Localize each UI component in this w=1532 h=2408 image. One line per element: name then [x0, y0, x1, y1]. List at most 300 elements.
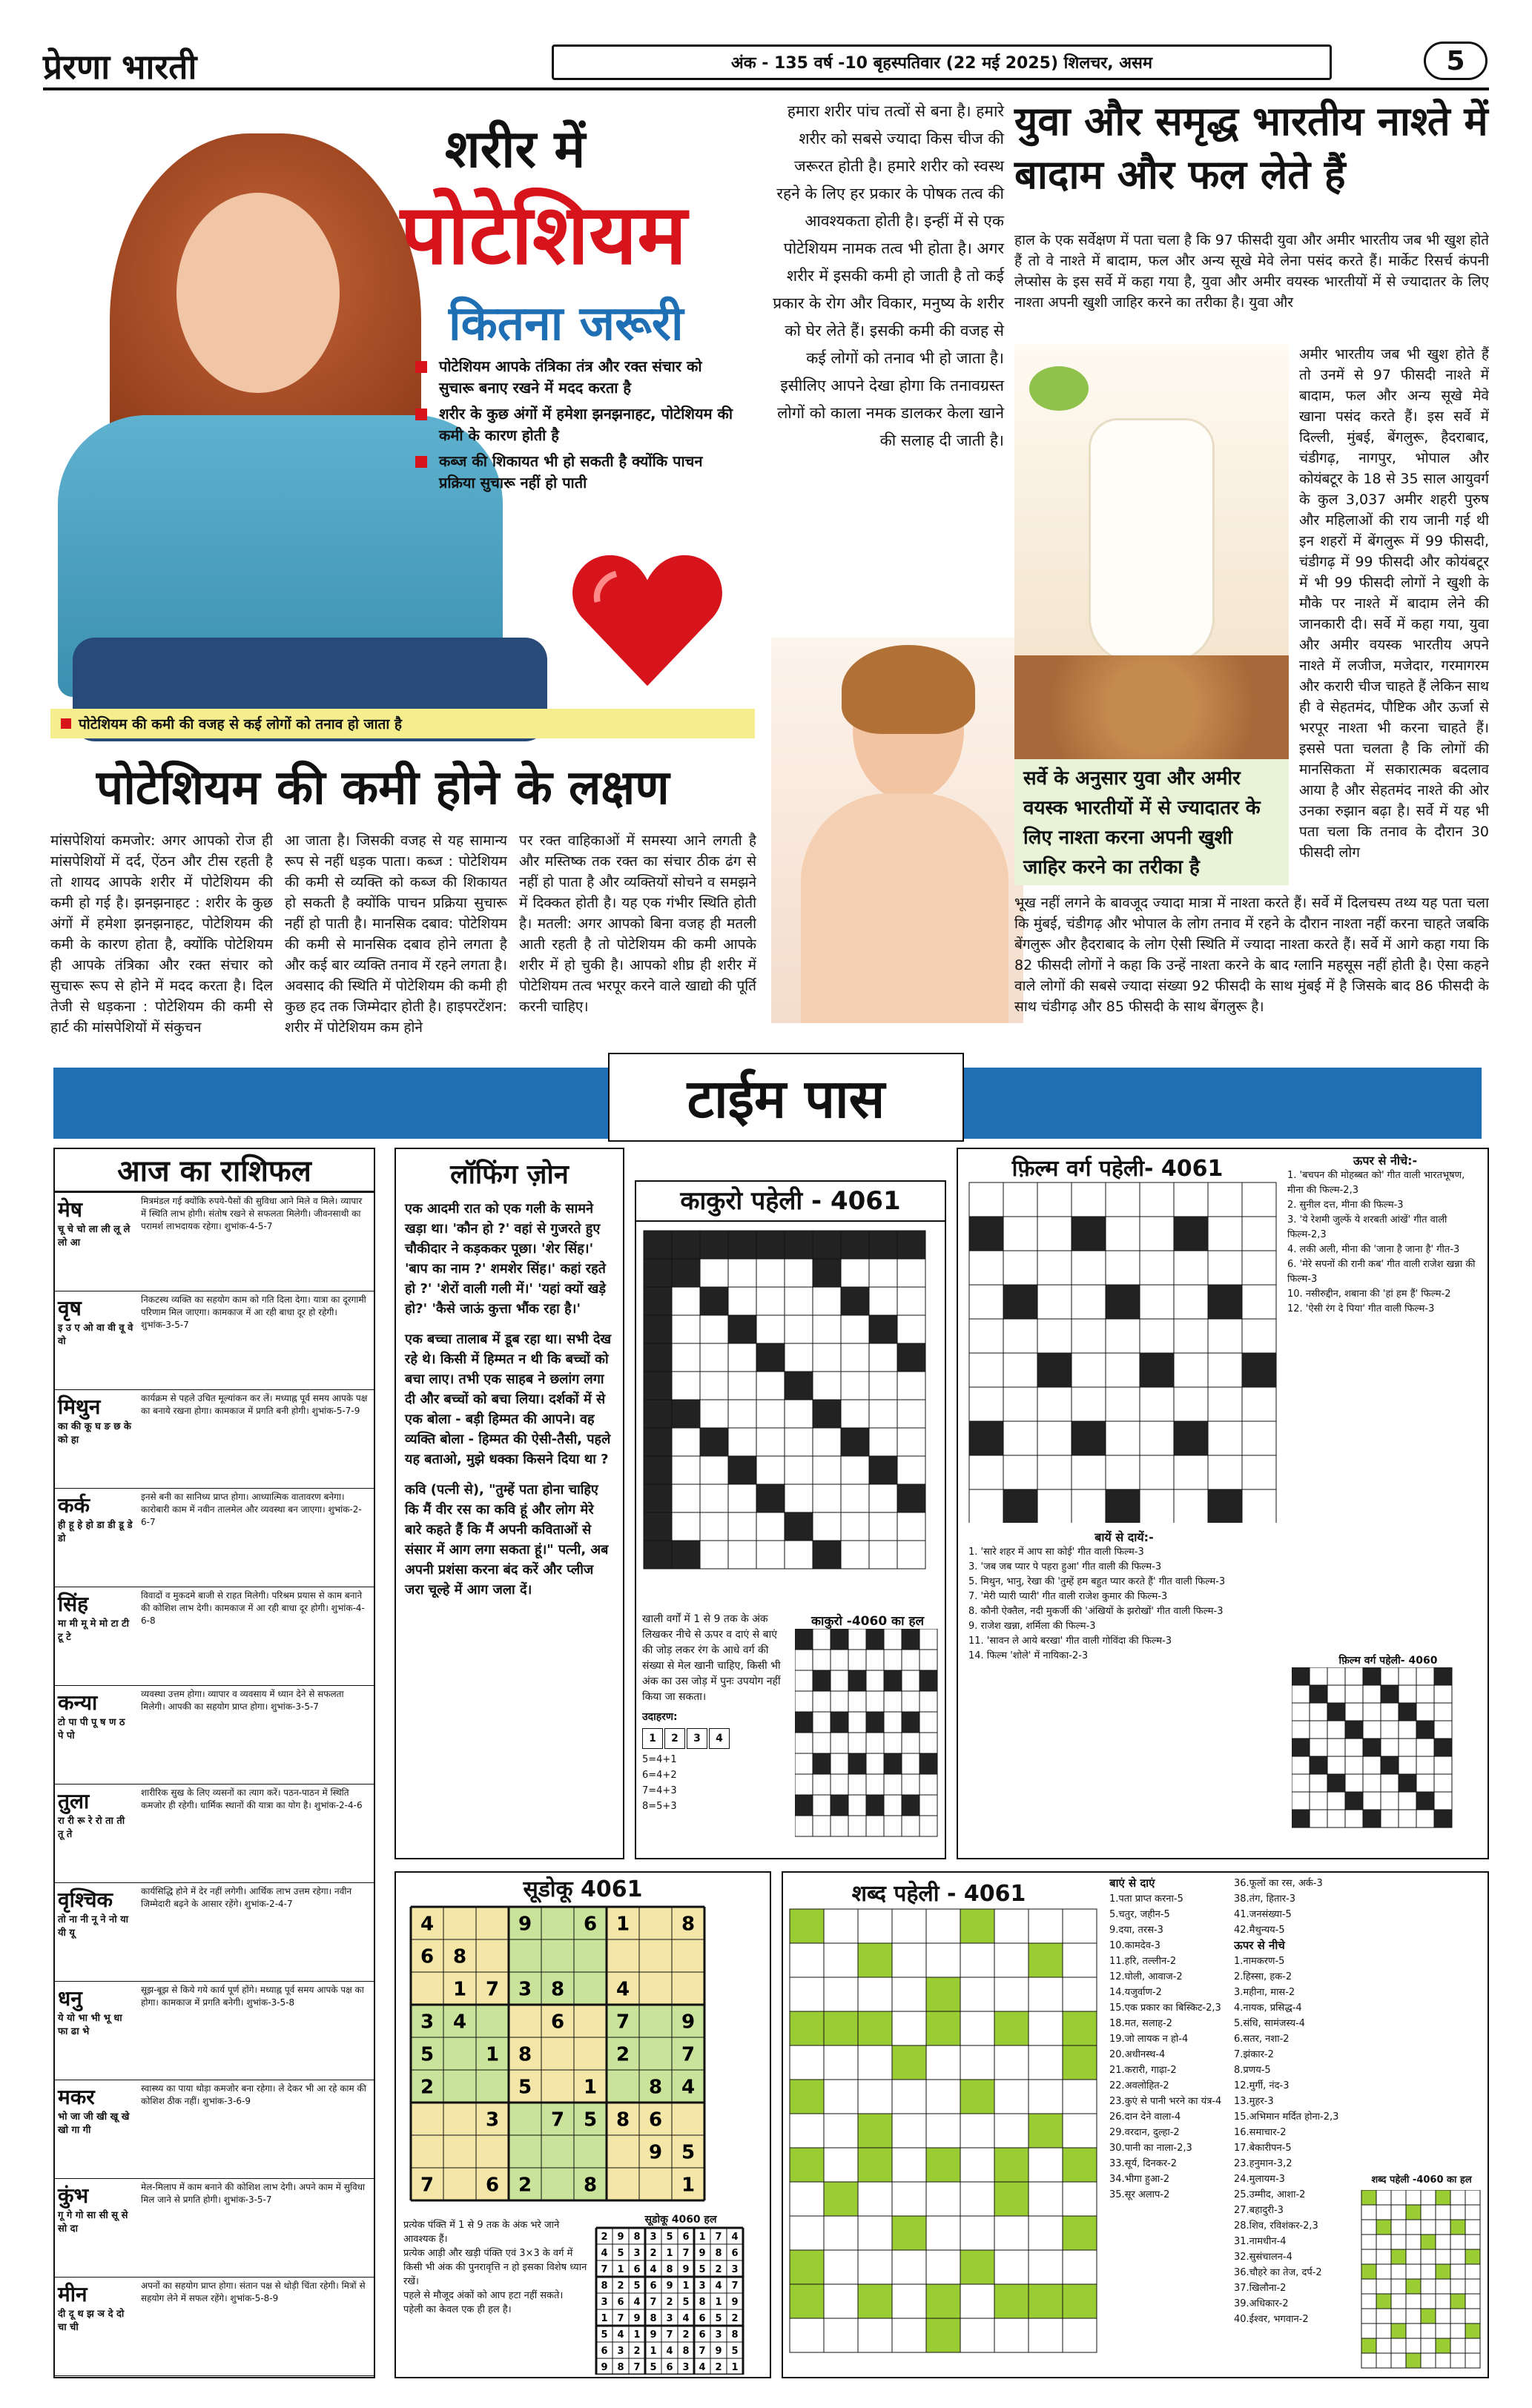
kakuro-cell[interactable]: [728, 1343, 756, 1372]
kakuro-cell[interactable]: [700, 1259, 728, 1287]
kakuro-cell[interactable]: [756, 1428, 785, 1456]
word-cell[interactable]: [824, 1909, 858, 1943]
sudoku-cell-value: 1: [485, 2043, 500, 2066]
film-cell[interactable]: [1003, 1217, 1037, 1251]
film-solution-cell: [1327, 1810, 1345, 1828]
kakuro-cell[interactable]: [813, 1315, 841, 1343]
word-cell[interactable]: [824, 2045, 858, 2080]
film-cell[interactable]: [1037, 1421, 1072, 1455]
film-cell[interactable]: [1140, 1251, 1174, 1285]
word-cell[interactable]: [994, 1943, 1029, 1977]
film-cell[interactable]: [969, 1319, 1003, 1353]
word-cell[interactable]: [1029, 1977, 1063, 2011]
film-cell[interactable]: [1174, 1353, 1208, 1387]
word-cell[interactable]: [892, 2148, 926, 2182]
sudoku-cell[interactable]: [607, 1939, 639, 1972]
film-cell[interactable]: [1037, 1387, 1072, 1421]
word-cell[interactable]: [1063, 2182, 1097, 2216]
film-cell[interactable]: [1208, 1387, 1242, 1421]
word-cell[interactable]: [994, 2250, 1029, 2284]
word-cell[interactable]: [994, 1909, 1029, 1943]
kakuro-cell: [644, 1231, 672, 1259]
word-across-clues: [1109, 1876, 1228, 2377]
word-cell[interactable]: [1029, 2216, 1063, 2250]
film-cell[interactable]: [1140, 1387, 1174, 1421]
word-cell[interactable]: [960, 2011, 994, 2045]
film-cell[interactable]: [1174, 1319, 1208, 1353]
word-cell[interactable]: [858, 1909, 892, 1943]
kakuro-cell[interactable]: [841, 1372, 869, 1400]
kakuro-cell[interactable]: [841, 1315, 869, 1343]
film-cell[interactable]: [1072, 1455, 1106, 1489]
film-cell[interactable]: [1072, 1182, 1106, 1217]
word-cell[interactable]: [858, 2045, 892, 2080]
word-cell[interactable]: [790, 2182, 824, 2216]
film-solution-cell: [1434, 1703, 1452, 1721]
film-cell[interactable]: [1106, 1251, 1140, 1285]
sudoku-cell[interactable]: [672, 2103, 704, 2135]
film-cell[interactable]: [1072, 1319, 1106, 1353]
kakuro-cell[interactable]: [869, 1541, 897, 1569]
film-cell[interactable]: [1037, 1319, 1072, 1353]
film-cell[interactable]: [1242, 1319, 1276, 1353]
word-cell[interactable]: [858, 2216, 892, 2250]
sudoku-cell[interactable]: [541, 2037, 574, 2070]
word-cell[interactable]: [994, 2114, 1029, 2148]
film-cell[interactable]: [1072, 1387, 1106, 1421]
kakuro-cell[interactable]: [728, 1400, 756, 1428]
kakuro-cell[interactable]: [756, 1372, 785, 1400]
word-cell[interactable]: [824, 2080, 858, 2114]
sudoku-cell[interactable]: [443, 2168, 476, 2200]
film-cell[interactable]: [969, 1387, 1003, 1421]
sudoku-cell[interactable]: [541, 1939, 574, 1972]
word-cell[interactable]: [1063, 2080, 1097, 2114]
word-cell[interactable]: [892, 2080, 926, 2114]
kakuro-cell[interactable]: [869, 1400, 897, 1428]
kakuro-cell[interactable]: [672, 1484, 700, 1512]
word-solution-cell: [1421, 2353, 1436, 2368]
kakuro-cell[interactable]: [756, 1456, 785, 1484]
sudoku-cell[interactable]: [443, 2103, 476, 2135]
sudoku-cell[interactable]: [639, 2168, 672, 2200]
kakuro-cell[interactable]: [869, 1259, 897, 1287]
word-cell[interactable]: [960, 2284, 994, 2318]
film-cell[interactable]: [1003, 1182, 1037, 1217]
sudoku-cell[interactable]: [509, 1939, 541, 1972]
film-cell[interactable]: [1242, 1455, 1276, 1489]
word-puzzle-box: [782, 1871, 1489, 2378]
word-cell[interactable]: [1063, 2114, 1097, 2148]
kakuro-cell[interactable]: [700, 1456, 728, 1484]
film-cell[interactable]: [1037, 1489, 1072, 1523]
word-cell[interactable]: [1029, 2250, 1063, 2284]
sudoku-cell[interactable]: [541, 2135, 574, 2168]
sudoku-cell[interactable]: [574, 2135, 607, 2168]
word-cell[interactable]: [960, 1943, 994, 1977]
kakuro-cell[interactable]: [813, 1484, 841, 1512]
film-cell[interactable]: [1174, 1251, 1208, 1285]
film-cell[interactable]: [1003, 1251, 1037, 1285]
kakuro-cell[interactable]: [700, 1484, 728, 1512]
word-cell[interactable]: [790, 2318, 824, 2352]
sudoku-cell[interactable]: [639, 1939, 672, 1972]
sudoku-cell[interactable]: [574, 1972, 607, 2005]
film-cell[interactable]: [1208, 1182, 1242, 1217]
word-cell[interactable]: [892, 2284, 926, 2318]
film-cell[interactable]: [1242, 1421, 1276, 1455]
film-cell[interactable]: [969, 1455, 1003, 1489]
film-cell[interactable]: [1174, 1455, 1208, 1489]
word-cell[interactable]: [892, 1909, 926, 1943]
film-cell[interactable]: [1140, 1285, 1174, 1319]
kakuro-cell[interactable]: [785, 1400, 813, 1428]
kakuro-cell[interactable]: [672, 1315, 700, 1343]
sudoku-cell[interactable]: [443, 2070, 476, 2103]
kakuro-cell[interactable]: [841, 1259, 869, 1287]
kakuro-cell[interactable]: [841, 1343, 869, 1372]
kakuro-cell[interactable]: [672, 1456, 700, 1484]
film-cell[interactable]: [1106, 1421, 1140, 1455]
sudoku-solution-cell-value: 4: [601, 2247, 608, 2259]
film-cell[interactable]: [1242, 1251, 1276, 1285]
kakuro-cell[interactable]: [700, 1315, 728, 1343]
kakuro-cell[interactable]: [897, 1456, 925, 1484]
word-cell[interactable]: [994, 1977, 1029, 2011]
word-cell[interactable]: [1029, 2045, 1063, 2080]
film-cell[interactable]: [1208, 1217, 1242, 1251]
film-cell[interactable]: [1003, 1421, 1037, 1455]
kakuro-cell[interactable]: [785, 1541, 813, 1569]
sudoku-cell[interactable]: [411, 1972, 443, 2005]
kakuro-cell[interactable]: [756, 1287, 785, 1315]
kakuro-cell[interactable]: [897, 1512, 925, 1541]
word-cell[interactable]: [926, 1943, 960, 1977]
word-cell[interactable]: [824, 2216, 858, 2250]
word-cell[interactable]: [960, 2182, 994, 2216]
word-cell[interactable]: [858, 2318, 892, 2352]
sudoku-cell[interactable]: [541, 2168, 574, 2200]
sudoku-cell[interactable]: [639, 2037, 672, 2070]
film-cell[interactable]: [969, 1182, 1003, 1217]
film-cell[interactable]: [1072, 1285, 1106, 1319]
film-cell[interactable]: [1208, 1455, 1242, 1489]
film-cell[interactable]: [1174, 1387, 1208, 1421]
word-cell[interactable]: [960, 1977, 994, 2011]
sudoku-cell[interactable]: [541, 2070, 574, 2103]
film-cell[interactable]: [1106, 1217, 1140, 1251]
kakuro-cell[interactable]: [672, 1428, 700, 1456]
word-cell: [1063, 2045, 1097, 2080]
kakuro-cell[interactable]: [897, 1428, 925, 1456]
sudoku-cell[interactable]: [476, 1907, 509, 1939]
word-cell[interactable]: [926, 2045, 960, 2080]
sudoku-cell[interactable]: [607, 2135, 639, 2168]
word-cell[interactable]: [926, 2250, 960, 2284]
word-cell[interactable]: [1029, 2318, 1063, 2352]
film-solution-cell: [1363, 1774, 1381, 1792]
film-cell[interactable]: [1174, 1489, 1208, 1523]
film-cell[interactable]: [1174, 1285, 1208, 1319]
kakuro-cell[interactable]: [869, 1512, 897, 1541]
film-cell[interactable]: [1003, 1455, 1037, 1489]
film-cell[interactable]: [1106, 1455, 1140, 1489]
word-cell[interactable]: [858, 2182, 892, 2216]
sudoku-cell[interactable]: [574, 1939, 607, 1972]
film-cell[interactable]: [969, 1353, 1003, 1387]
film-cell[interactable]: [1003, 1319, 1037, 1353]
kakuro-cell[interactable]: [785, 1343, 813, 1372]
word-cell[interactable]: [790, 2114, 824, 2148]
word-cell[interactable]: [824, 2284, 858, 2318]
film-cell[interactable]: [1003, 1387, 1037, 1421]
kakuro-cell[interactable]: [728, 1372, 756, 1400]
kakuro-cell[interactable]: [897, 1315, 925, 1343]
word-cell: [926, 2318, 960, 2352]
kakuro-cell[interactable]: [785, 1428, 813, 1456]
film-cell[interactable]: [1140, 1319, 1174, 1353]
kakuro-cell[interactable]: [869, 1428, 897, 1456]
sudoku-cell[interactable]: [509, 2005, 541, 2037]
word-cell[interactable]: [960, 2216, 994, 2250]
sudoku-cell[interactable]: [639, 1972, 672, 2005]
film-cell[interactable]: [1208, 1353, 1242, 1387]
kakuro-cell[interactable]: [897, 1541, 925, 1569]
sudoku-cell[interactable]: [509, 2103, 541, 2135]
kakuro-cell[interactable]: [756, 1400, 785, 1428]
word-cell[interactable]: [960, 2318, 994, 2352]
word-cell[interactable]: [858, 2250, 892, 2284]
kakuro-cell[interactable]: [728, 1541, 756, 1569]
film-cell[interactable]: [1208, 1251, 1242, 1285]
film-solution-cell: [1434, 1774, 1452, 1792]
word-cell[interactable]: [960, 2148, 994, 2182]
kakuro-cell[interactable]: [897, 1259, 925, 1287]
kakuro-cell[interactable]: [672, 1343, 700, 1372]
word-cell[interactable]: [824, 2250, 858, 2284]
film-cell[interactable]: [969, 1489, 1003, 1523]
word-cell[interactable]: [1063, 1943, 1097, 1977]
word-cell[interactable]: [892, 2114, 926, 2148]
film-cell[interactable]: [1242, 1387, 1276, 1421]
word-cell[interactable]: [926, 2182, 960, 2216]
kakuro-cell[interactable]: [756, 1512, 785, 1541]
word-cell[interactable]: [892, 2250, 926, 2284]
film-cell[interactable]: [1242, 1489, 1276, 1523]
word-cell[interactable]: [892, 2182, 926, 2216]
kakuro-cell[interactable]: [672, 1512, 700, 1541]
film-cell[interactable]: [1242, 1285, 1276, 1319]
kakuro-cell[interactable]: [785, 1315, 813, 1343]
kakuro-cell[interactable]: [728, 1484, 756, 1512]
sudoku-cell[interactable]: [639, 1907, 672, 1939]
kakuro-cell[interactable]: [897, 1400, 925, 1428]
word-cell[interactable]: [824, 1977, 858, 2011]
kakuro-cell[interactable]: [841, 1484, 869, 1512]
sudoku-cell[interactable]: [509, 2135, 541, 2168]
word-cell[interactable]: [824, 1943, 858, 1977]
sudoku-cell[interactable]: [607, 2070, 639, 2103]
sudoku-cell[interactable]: [411, 2135, 443, 2168]
film-cell[interactable]: [969, 1285, 1003, 1319]
kakuro-cell[interactable]: [700, 1400, 728, 1428]
rashi-letters: ही हू हे हो डा डी डू डे डो: [58, 1520, 133, 1544]
kakuro-cell[interactable]: [841, 1512, 869, 1541]
sudoku-cell[interactable]: [607, 2168, 639, 2200]
film-cell[interactable]: [969, 1251, 1003, 1285]
word-cell[interactable]: [926, 2216, 960, 2250]
word-cell[interactable]: [1029, 1909, 1063, 1943]
word-cell[interactable]: [790, 1943, 824, 1977]
word-cell[interactable]: [1029, 2148, 1063, 2182]
film-cell[interactable]: [1242, 1217, 1276, 1251]
film-cell[interactable]: [1208, 1319, 1242, 1353]
film-cell[interactable]: [1037, 1455, 1072, 1489]
kakuro-cell[interactable]: [728, 1428, 756, 1456]
word-cell[interactable]: [824, 2318, 858, 2352]
kakuro-cell[interactable]: [700, 1541, 728, 1569]
word-cell[interactable]: [1029, 2080, 1063, 2114]
film-cell[interactable]: [1208, 1421, 1242, 1455]
word-cell[interactable]: [892, 1977, 926, 2011]
film-cell[interactable]: [1140, 1182, 1174, 1217]
film-cell[interactable]: [1072, 1489, 1106, 1523]
kakuro-cell[interactable]: [700, 1372, 728, 1400]
word-cell[interactable]: [858, 2080, 892, 2114]
film-cell[interactable]: [1037, 1285, 1072, 1319]
film-cell[interactable]: [1140, 1455, 1174, 1489]
kakuro-cell[interactable]: [672, 1372, 700, 1400]
kakuro-cell[interactable]: [813, 1512, 841, 1541]
kakuro-cell[interactable]: [785, 1484, 813, 1512]
kakuro-cell[interactable]: [728, 1259, 756, 1287]
film-cell[interactable]: [1106, 1387, 1140, 1421]
sudoku-cell[interactable]: [476, 2135, 509, 2168]
kakuro-cell[interactable]: [869, 1372, 897, 1400]
kakuro-cell: [756, 1343, 785, 1372]
kakuro-cell[interactable]: [756, 1541, 785, 1569]
word-cell[interactable]: [858, 1977, 892, 2011]
kakuro-cell[interactable]: [813, 1428, 841, 1456]
film-cell[interactable]: [1037, 1217, 1072, 1251]
film-cell[interactable]: [1242, 1182, 1276, 1217]
kakuro-cell[interactable]: [869, 1287, 897, 1315]
word-cell[interactable]: [1063, 1909, 1097, 1943]
word-cell[interactable]: [926, 2114, 960, 2148]
film-cell[interactable]: [1140, 1489, 1174, 1523]
word-cell[interactable]: [824, 2114, 858, 2148]
kakuro-cell[interactable]: [813, 1343, 841, 1372]
word-cell[interactable]: [824, 2148, 858, 2182]
kakuro-solution-cell: [919, 1733, 937, 1753]
kakuro-cell[interactable]: [813, 1372, 841, 1400]
word-cell[interactable]: [960, 2114, 994, 2148]
film-cell[interactable]: [1106, 1319, 1140, 1353]
kakuro-cell[interactable]: [813, 1287, 841, 1315]
word-cell[interactable]: [790, 1977, 824, 2011]
film-cell[interactable]: [1106, 1353, 1140, 1387]
sudoku-solution-cell-value: 4: [715, 2280, 722, 2292]
kakuro-cell[interactable]: [785, 1259, 813, 1287]
kakuro-cell[interactable]: [841, 1541, 869, 1569]
film-cell[interactable]: [1037, 1182, 1072, 1217]
word-cell[interactable]: [994, 2080, 1029, 2114]
word-cell[interactable]: [926, 1909, 960, 1943]
kakuro-cell[interactable]: [869, 1343, 897, 1372]
kakuro-cell: [644, 1343, 672, 1372]
film-cell[interactable]: [1037, 1251, 1072, 1285]
word-cell[interactable]: [892, 2011, 926, 2045]
word-cell[interactable]: [926, 2080, 960, 2114]
film-cell[interactable]: [1140, 1421, 1174, 1455]
sudoku-cell[interactable]: [574, 2037, 607, 2070]
film-cell[interactable]: [1072, 1251, 1106, 1285]
word-cell[interactable]: [1063, 2318, 1097, 2352]
sudoku-cell[interactable]: [411, 2103, 443, 2135]
sudoku-cell[interactable]: [672, 1972, 704, 2005]
word-cell[interactable]: [790, 2216, 824, 2250]
kakuro-cell[interactable]: [841, 1456, 869, 1484]
kakuro-cell[interactable]: [728, 1287, 756, 1315]
kakuro-cell[interactable]: [785, 1287, 813, 1315]
sudoku-cell[interactable]: [476, 2070, 509, 2103]
sudoku-cell[interactable]: [672, 1939, 704, 1972]
word-cell[interactable]: [1029, 2182, 1063, 2216]
word-cell[interactable]: [892, 2318, 926, 2352]
film-cell[interactable]: [1106, 1182, 1140, 1217]
word-cell[interactable]: [1029, 2011, 1063, 2045]
sudoku-cell[interactable]: [541, 1907, 574, 1939]
kakuro-cell[interactable]: [813, 1456, 841, 1484]
kakuro-cell[interactable]: [728, 1512, 756, 1541]
word-cell[interactable]: [892, 1943, 926, 1977]
kakuro-cell[interactable]: [756, 1315, 785, 1343]
word-cell[interactable]: [960, 2045, 994, 2080]
word-cell[interactable]: [790, 2045, 824, 2080]
word-cell[interactable]: [1063, 2250, 1097, 2284]
sudoku-cell[interactable]: [574, 2005, 607, 2037]
sudoku-cell[interactable]: [476, 1939, 509, 1972]
rashi-entry: [55, 1685, 374, 1784]
film-solution-cell: [1399, 1667, 1416, 1685]
sudoku-cell[interactable]: [443, 2037, 476, 2070]
word-cell[interactable]: [994, 2318, 1029, 2352]
sudoku-cell[interactable]: [639, 2005, 672, 2037]
kakuro-cell[interactable]: [869, 1484, 897, 1512]
kakuro-cell[interactable]: [897, 1372, 925, 1400]
sudoku-cell[interactable]: [443, 2135, 476, 2168]
kakuro-cell[interactable]: [785, 1456, 813, 1484]
sudoku-cell[interactable]: [476, 2005, 509, 2037]
sudoku-cell[interactable]: [443, 1907, 476, 1939]
kakuro-cell[interactable]: [756, 1259, 785, 1287]
kakuro-cell[interactable]: [700, 1343, 728, 1372]
kakuro-cell[interactable]: [672, 1287, 700, 1315]
word-cell[interactable]: [994, 2216, 1029, 2250]
kakuro-cell: [756, 1484, 785, 1512]
word-cell[interactable]: [994, 2045, 1029, 2080]
film-cell[interactable]: [1072, 1353, 1106, 1387]
sudoku-solution-cell-value: 7: [650, 2296, 657, 2308]
kakuro-cell[interactable]: [841, 1400, 869, 1428]
kakuro-cell[interactable]: [897, 1287, 925, 1315]
film-cell[interactable]: [1003, 1353, 1037, 1387]
film-cell[interactable]: [1140, 1217, 1174, 1251]
film-cell[interactable]: [1174, 1182, 1208, 1217]
kakuro-cell: [644, 1400, 672, 1428]
word-cell[interactable]: [1063, 1977, 1097, 2011]
kakuro-cell[interactable]: [700, 1512, 728, 1541]
